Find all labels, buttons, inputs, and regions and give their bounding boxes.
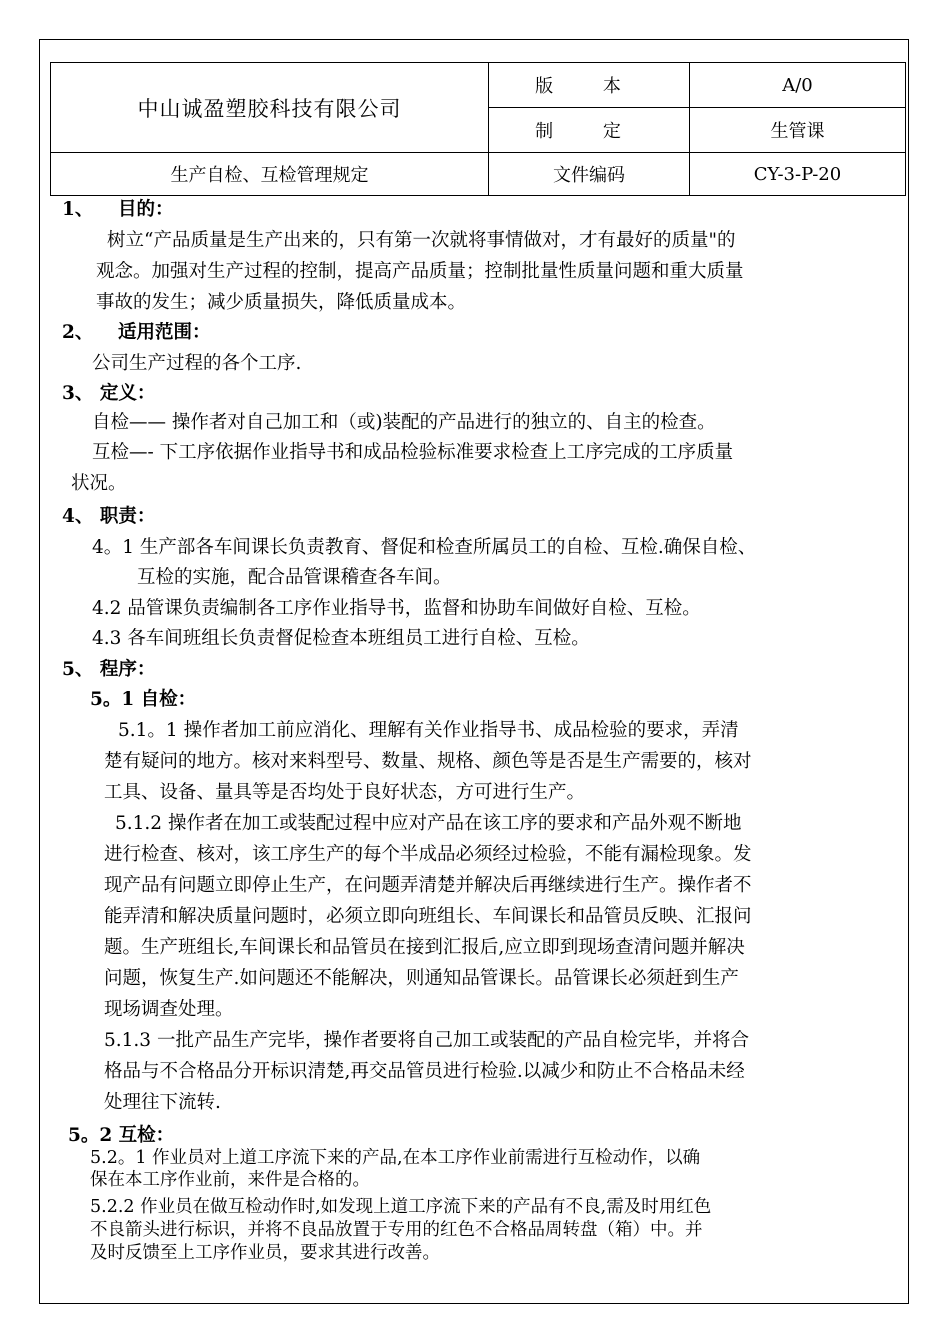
code-label: 文件编码 — [489, 153, 690, 196]
paragraph-line: 及时反馈至上工序作业员，要求其进行改善。 — [90, 1243, 440, 1263]
paragraph-line: 保在本工序作业前，来件是合格的。 — [90, 1170, 370, 1190]
paragraph-line: 题。生产班组长,车间课长和品管员在接到汇报后,应立即到现场查清问题并解决 — [104, 937, 745, 958]
paragraph-line: 进行检查、核对，该工序生产的每个半成品必须经过检验，不能有漏检现象。发 — [104, 844, 752, 865]
paragraph-line: 不良箭头进行标识，并将不良品放置于专用的红色不合格品周转盘（箱）中。并 — [90, 1220, 703, 1240]
paragraph-line: 状况。 — [71, 473, 127, 494]
paragraph-line: 4。1 生产部各车间课长负责教育、督促和检查所属员工的自检、互检.确保自检、 — [92, 537, 757, 558]
section-heading: 5、 程序： — [62, 659, 156, 680]
version-value: A/0 — [690, 63, 906, 108]
paragraph-line: 楚有疑问的地方。核对来料型号、数量、规格、颜色等是否是生产需要的，核对 — [104, 751, 752, 772]
paragraph-line: 事故的发生；减少质量损失，降低质量成本。 — [96, 292, 467, 313]
section-number: 2、 — [62, 322, 94, 343]
section-heading: 目的： — [118, 199, 174, 220]
paragraph-line: 公司生产过程的各个工序. — [92, 353, 302, 374]
paragraph-line: 处理往下流转. — [104, 1092, 221, 1113]
paragraph-line: 5.1。1 操作者加工前应消化、理解有关作业指导书、成品检验的要求，弄清 — [118, 720, 739, 741]
paragraph-line: 4.2 品管课负责编制各工序作业指导书，监督和协助车间做好自检、互检。 — [92, 598, 701, 619]
paragraph-line: 互检—- 下工序依据作业指导书和成品检验标准要求检查上工序完成的工序质量 — [92, 442, 734, 463]
version-label: 版 本 — [489, 63, 690, 108]
section-number: 1、 — [62, 199, 94, 220]
maker-label: 制 定 — [489, 108, 690, 153]
section-heading: 适用范围： — [118, 322, 211, 343]
paragraph-line: 观念。加强对生产过程的控制，提高产品质量；控制批量性质量问题和重大质量 — [96, 261, 744, 282]
paragraph-line: 5.2。1 作业员对上道工序流下来的产品,在本工序作业前需进行互检动作，以确 — [90, 1148, 701, 1168]
section-heading: 3、 定义： — [62, 383, 156, 404]
subsection-heading: 5。1 自检： — [90, 689, 197, 710]
paragraph-line: 5.1.2 操作者在加工或装配过程中应对产品在该工序的要求和产品外观不断地 — [115, 813, 742, 834]
code-value: CY-3-P-20 — [690, 153, 906, 196]
paragraph-line: 自检—— 操作者对自己加工和（或)装配的产品进行的独立的、自主的检查。 — [92, 412, 716, 433]
paragraph-line: 现场调查处理。 — [104, 999, 234, 1020]
paragraph-line: 4.3 各车间班组长负责督促检查本班组员工进行自检、互检。 — [92, 628, 590, 649]
paragraph-line: 5.1.3 一批产品生产完毕，操作者要将自己加工或装配的产品自检完毕，并将合 — [104, 1030, 749, 1051]
document-header-table — [50, 62, 906, 196]
paragraph-line: 互检的实施，配合品管课稽查各车间。 — [137, 567, 452, 588]
paragraph-line: 格品与不合格品分开标识清楚,再交品管员进行检验.以减少和防止不合格品未经 — [104, 1061, 745, 1082]
maker-value: 生管课 — [690, 108, 906, 153]
section-heading: 4、 职责： — [62, 506, 156, 527]
paragraph-line: 能弄清和解决质量问题时，必须立即向班组长、车间课长和品管员反映、汇报问 — [104, 906, 752, 927]
paragraph-line: 问题，恢复生产.如问题还不能解决，则通知品管课长。品管课长必须赶到生产 — [104, 968, 739, 989]
paragraph-line: 工具、设备、量具等是否均处于良好状态，方可进行生产。 — [104, 782, 586, 803]
company-name: 中山诚盈塑胶科技有限公司 — [51, 63, 489, 153]
paragraph-line: 现产品有问题立即停止生产，在问题弄清楚并解决后再继续进行生产。操作者不 — [104, 875, 752, 896]
document-title: 生产自检、互检管理规定 — [51, 153, 489, 196]
paragraph-line: 树立“产品质量是生产出来的，只有第一次就将事情做对，才有最好的质量"的 — [107, 230, 736, 251]
paragraph-line: 5.2.2 作业员在做互检动作时,如发现上道工序流下来的产品有不良,需及时用红色 — [90, 1197, 712, 1217]
subsection-heading: 5。2 互检： — [68, 1125, 175, 1146]
